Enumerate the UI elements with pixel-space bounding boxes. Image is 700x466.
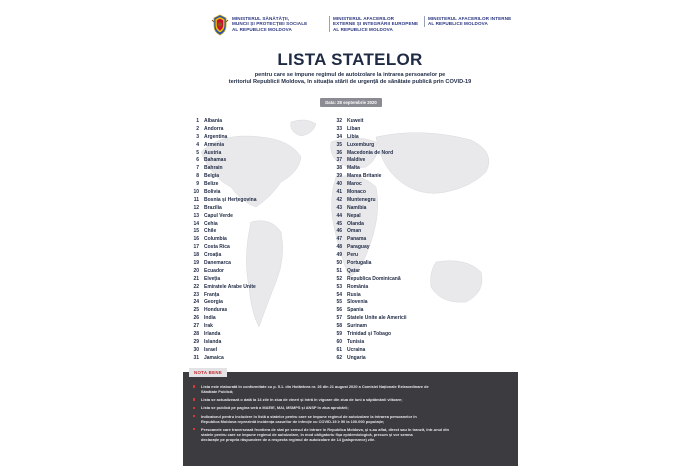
country-number: 59 <box>336 330 342 337</box>
country-row <box>188 149 257 157</box>
country-number: 28 <box>193 330 199 337</box>
nota-bene-text: Indicatorul pentru includere în listă a statelor pentru care se impune regimul de autoizolare la intrarea persoanelor în <box>201 413 417 419</box>
country-name: Argentina <box>204 133 228 140</box>
country-row <box>188 164 257 172</box>
country-row <box>188 243 257 251</box>
nota-bene-text: Lista se publică pe pagina web a MAEIE, MAI, MSMPS și ANSP în ziua aprobării; <box>201 405 349 411</box>
country-row <box>331 314 407 322</box>
country-name: Armenia <box>204 141 225 148</box>
country-row <box>188 188 257 196</box>
country-name: Ecuador <box>204 267 225 274</box>
country-number: 19 <box>193 259 199 266</box>
country-row <box>331 306 407 314</box>
document-page <box>171 0 529 466</box>
country-row <box>188 117 257 125</box>
country-name: Maroc <box>347 181 362 188</box>
country-number: 24 <box>193 299 199 306</box>
country-name: Oman <box>347 228 362 235</box>
country-number: 43 <box>336 204 342 211</box>
country-number: 7 <box>196 165 199 172</box>
country-name: Bosnia și Herțegovina <box>204 196 257 203</box>
page-subtitle: pentru care se impune regimul de autoizolare la intrarea persoanelor pe teritoriul Republicii Moldova, în situația stării de urgență de sănătate publică prin COVID-19 <box>228 72 472 85</box>
country-row <box>188 330 257 338</box>
country-row <box>331 354 407 362</box>
country-row <box>331 283 407 291</box>
country-row <box>188 212 257 220</box>
country-number: 11 <box>193 196 199 203</box>
country-name: Georgia <box>204 299 223 306</box>
country-column-left <box>188 117 257 362</box>
country-row <box>188 338 257 346</box>
country-number: 57 <box>336 315 342 322</box>
country-name: Liban <box>347 125 361 132</box>
country-number: 27 <box>193 323 199 330</box>
country-name: Honduras <box>204 307 228 314</box>
country-row <box>188 220 257 228</box>
country-row <box>188 267 257 275</box>
country-row <box>331 338 407 346</box>
country-column-right <box>331 117 407 362</box>
country-name: Monaco <box>347 188 366 195</box>
nota-bene-text: declarație pe propria răspundere de a respecta regimul de autoizolare de 14 (paisprezece) zile. <box>201 436 376 442</box>
country-name: Columbia <box>204 236 227 243</box>
country-row <box>331 322 407 330</box>
nota-bene-text: Lista se actualizează o dată la 14 zile în ziua de vineri și intră în vigoare din ziua de luni a săptămânii viitoare; <box>201 397 403 403</box>
country-name: Danemarca <box>204 259 231 266</box>
country-number: 8 <box>196 173 199 180</box>
country-number: 20 <box>193 267 199 274</box>
ministry-internal-affairs-label: MINISTERUL AFACERILOR INTERNE AL REPUBLICII MOLDOVA <box>424 16 511 27</box>
country-number: 45 <box>336 220 342 227</box>
country-row <box>188 251 257 259</box>
country-number: 34 <box>336 133 342 140</box>
country-number: 13 <box>193 212 199 219</box>
country-name: Surinam <box>347 323 368 330</box>
country-number: 14 <box>193 220 199 227</box>
country-row <box>188 204 257 212</box>
country-name: Kuweit <box>347 117 364 124</box>
country-row <box>188 133 257 141</box>
bullet-icon <box>193 407 195 409</box>
country-number: 3 <box>196 133 199 140</box>
country-name: Paraguay <box>347 244 370 251</box>
country-name: Elveția <box>204 275 221 282</box>
country-name: Albania <box>204 117 223 124</box>
country-number: 32 <box>336 117 342 124</box>
ministry-health-label: MINISTERUL SĂNĂTĂȚII, MUNCII ȘI PROTECȚIEI SOCIALE AL REPUBLICII MOLDOVA <box>232 16 308 32</box>
country-number: 25 <box>193 307 199 314</box>
country-row <box>188 235 257 243</box>
country-row <box>331 156 407 164</box>
nota-bene-list <box>193 384 511 445</box>
country-number: 60 <box>336 338 342 345</box>
country-row <box>188 354 257 362</box>
country-name: Bahrain <box>204 165 223 172</box>
country-number: 9 <box>196 181 199 188</box>
country-number: 62 <box>336 354 342 361</box>
nota-bene-label: NOTA BENE <box>189 368 227 377</box>
country-row <box>331 204 407 212</box>
moldova-coat-of-arms-icon <box>211 14 229 36</box>
nota-bene-text: Sănătate Publică; <box>201 389 234 394</box>
country-name: India <box>204 315 216 322</box>
country-number: 55 <box>336 299 342 306</box>
country-row <box>188 141 257 149</box>
country-name: Marea Britanie <box>347 173 382 180</box>
country-row <box>188 156 257 164</box>
country-row <box>331 220 407 228</box>
country-number: 15 <box>193 228 199 235</box>
country-name: Maldive <box>347 157 366 164</box>
country-name: Costa Rica <box>204 244 230 251</box>
country-row <box>188 227 257 235</box>
country-name: Bolivia <box>204 188 221 195</box>
country-row <box>188 196 257 204</box>
country-row <box>331 243 407 251</box>
country-name: Irlanda <box>204 330 221 337</box>
country-name: Israel <box>204 346 218 353</box>
header <box>171 12 529 42</box>
country-number: 44 <box>336 212 342 219</box>
country-name: Austria <box>204 149 222 156</box>
country-row <box>188 346 257 354</box>
country-name: Islanda <box>204 338 222 345</box>
country-number: 4 <box>196 141 199 148</box>
bullet-icon <box>193 415 195 417</box>
country-row <box>331 141 407 149</box>
country-name: Brazilia <box>204 204 222 211</box>
country-row <box>331 196 407 204</box>
country-number: 2 <box>196 125 199 132</box>
country-number: 53 <box>336 283 342 290</box>
country-row <box>188 322 257 330</box>
country-number: 58 <box>336 323 342 330</box>
country-row <box>188 259 257 267</box>
nota-bene-text: Persoanele care traversează frontiera de stat pe sensul de intrare în Republica Moldova, și s-au aflat, direct sau în tranzit, într-unul din <box>201 426 449 432</box>
country-row <box>331 212 407 220</box>
country-number: 33 <box>336 125 342 132</box>
country-number: 47 <box>336 236 342 243</box>
country-name: Malta <box>347 165 360 172</box>
country-number: 41 <box>336 188 342 195</box>
country-name: Cehia <box>204 220 218 227</box>
country-number: 51 <box>336 267 342 274</box>
country-name: Statele Unite ale Americii <box>347 315 407 322</box>
country-row <box>331 133 407 141</box>
nota-bene-item <box>193 397 511 402</box>
country-name: Emiratele Arabe Unite <box>204 283 256 290</box>
country-row <box>188 283 257 291</box>
country-name: Republica Dominicană <box>347 275 401 282</box>
country-row <box>188 172 257 180</box>
nota-bene-item <box>193 414 511 424</box>
country-name: Namibia <box>347 204 367 211</box>
country-row <box>331 227 407 235</box>
country-name: Jamaica <box>204 354 224 361</box>
date-badge: Data: 28 septembrie 2020 <box>320 98 382 107</box>
country-name: Franța <box>204 291 220 298</box>
country-name: Libia <box>347 133 359 140</box>
country-number: 61 <box>336 346 342 353</box>
country-row <box>331 275 407 283</box>
country-number: 22 <box>193 283 199 290</box>
country-row <box>331 267 407 275</box>
country-number: 16 <box>193 236 199 243</box>
country-row <box>331 330 407 338</box>
country-name: Panama <box>347 236 367 243</box>
nota-bene-item <box>193 405 511 410</box>
country-number: 21 <box>193 275 199 282</box>
country-number: 18 <box>193 252 199 259</box>
nota-bene-text: Lista este elaborată în conformitate cu p. 5.1. din Hotărârea nr. 26 din 21 august 2020 a Comisiei Naționale Extraordinare de <box>201 384 429 389</box>
country-number: 39 <box>336 173 342 180</box>
country-row <box>188 306 257 314</box>
country-name: Spania <box>347 307 364 314</box>
country-row <box>188 314 257 322</box>
country-row <box>188 291 257 299</box>
country-row <box>331 172 407 180</box>
country-number: 6 <box>196 157 199 164</box>
country-name: Slovenia <box>347 299 368 306</box>
country-number: 42 <box>336 196 342 203</box>
country-row <box>331 149 407 157</box>
country-number: 48 <box>336 244 342 251</box>
country-number: 36 <box>336 149 342 156</box>
country-number: 56 <box>336 307 342 314</box>
country-name: Capul Verde <box>204 212 233 219</box>
country-number: 38 <box>336 165 342 172</box>
country-number: 52 <box>336 275 342 282</box>
country-name: Ungaria <box>347 354 366 361</box>
country-name: Luxemburg <box>347 141 375 148</box>
country-number: 1 <box>196 117 199 124</box>
country-name: Qatar <box>347 267 361 274</box>
country-number: 23 <box>193 291 199 298</box>
bullet-icon <box>193 385 195 387</box>
country-number: 30 <box>193 346 199 353</box>
country-name: Ucraina <box>347 346 366 353</box>
country-row <box>188 275 257 283</box>
country-row <box>188 180 257 188</box>
country-row <box>331 188 407 196</box>
country-row <box>331 251 407 259</box>
country-name: Rusia <box>347 291 361 298</box>
country-name: Chile <box>204 228 217 235</box>
country-row <box>331 346 407 354</box>
nota-bene-item <box>193 384 511 394</box>
country-number: 54 <box>336 291 342 298</box>
country-row <box>331 180 407 188</box>
country-number: 35 <box>336 141 342 148</box>
country-name: Tunisia <box>347 338 365 345</box>
bullet-icon <box>193 428 195 430</box>
country-name: Peru <box>347 252 359 259</box>
country-row <box>331 164 407 172</box>
nota-bene-text: statele pentru care se impune regimul de autoizolare, în mod obligatoriu fișa epidemiologică, precum și vor semna <box>201 431 413 437</box>
country-number: 40 <box>336 181 342 188</box>
country-row <box>331 125 407 133</box>
country-number: 5 <box>196 149 199 156</box>
country-number: 31 <box>193 354 199 361</box>
country-name: Nepal <box>347 212 361 219</box>
country-row <box>331 291 407 299</box>
country-name: România <box>347 283 369 290</box>
country-name: Belize <box>204 181 219 188</box>
country-number: 29 <box>193 338 199 345</box>
country-number: 26 <box>193 315 199 322</box>
page-title: LISTA STATELOR <box>277 50 423 69</box>
country-name: Andorra <box>204 125 224 132</box>
country-number: 49 <box>336 252 342 259</box>
ministry-foreign-affairs-label: MINISTERUL AFACERILOR EXTERNE ȘI INTEGRĂRII EUROPENE AL REPUBLICII MOLDOVA <box>329 16 418 32</box>
country-name: Irak <box>204 323 213 330</box>
country-name: Muntenegru <box>347 196 376 203</box>
bullet-icon <box>193 398 195 400</box>
country-name: Croația <box>204 252 222 259</box>
country-name: Trinidad și Tobago <box>347 330 392 337</box>
country-name: Bahamas <box>204 157 227 164</box>
country-number: 17 <box>193 244 199 251</box>
country-number: 37 <box>336 157 342 164</box>
country-name: Macedonia de Nord <box>347 149 394 156</box>
country-number: 10 <box>193 188 199 195</box>
country-row <box>331 117 407 125</box>
nota-bene-panel <box>183 372 518 466</box>
country-number: 50 <box>336 259 342 266</box>
country-number: 46 <box>336 228 342 235</box>
country-name: Portugalia <box>347 259 372 266</box>
country-row <box>331 259 407 267</box>
nota-bene-text: Republica Moldova reprezintă incidența cazurilor de infecție cu COVID-19 ≥ 50 la 100.000 populație; <box>201 418 385 424</box>
country-row <box>188 125 257 133</box>
nota-bene-item <box>193 427 511 442</box>
country-row <box>331 298 407 306</box>
country-row <box>188 298 257 306</box>
country-row <box>331 235 407 243</box>
country-name: Belgia <box>204 173 220 180</box>
country-number: 12 <box>193 204 199 211</box>
country-name: Olanda <box>347 220 364 227</box>
